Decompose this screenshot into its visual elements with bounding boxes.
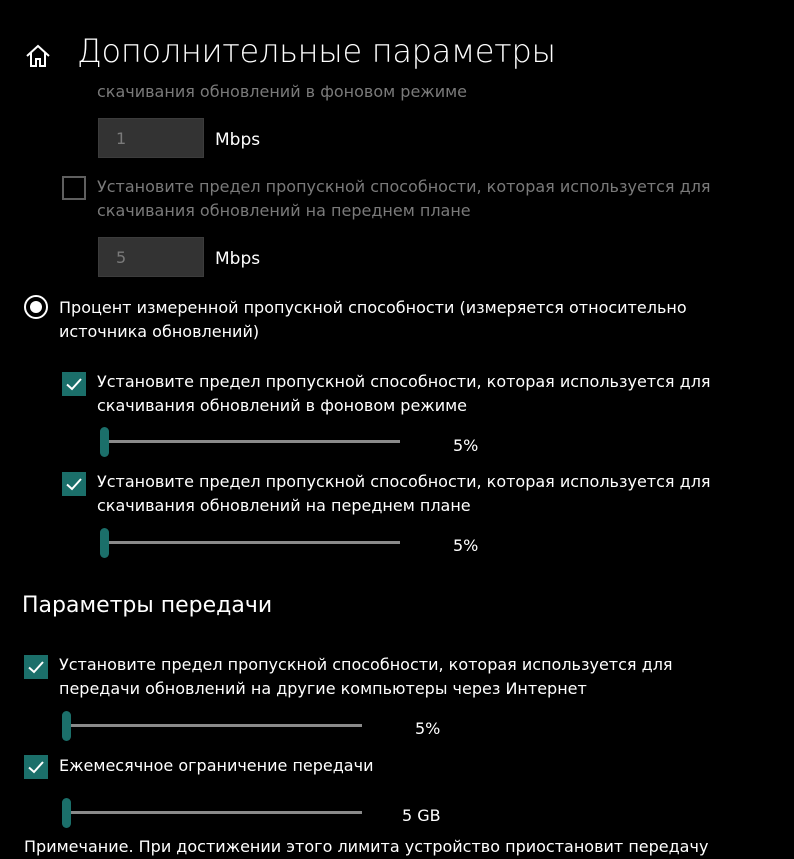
bg-abs-label-line2: скачивания обновлений в фоновом режиме (97, 82, 468, 101)
monthly-limit-label: Ежемесячное ограничение передачи (59, 756, 374, 775)
percent-radio-label-line2: источника обновлений) (59, 322, 260, 341)
upload-note: Примечание. При достижении этого лимита устройство приостановит передачу (24, 837, 709, 856)
fg-abs-label-line1: Установите предел пропускной способности, которая используется для (97, 177, 711, 196)
bg-pct-label-line2: скачивания обновлений в фоновом режиме (97, 396, 468, 415)
bg-pct-label-line1: Установите предел пропускной способности, которая используется для (97, 372, 711, 391)
percent-radio[interactable] (24, 295, 48, 319)
upload-limit-label-line1: Установите предел пропускной способности, которая используется для (59, 655, 673, 674)
page-title: Дополнительные параметры (77, 32, 556, 70)
upload-limit-value: 5% (415, 719, 441, 738)
percent-radio-label-line1: Процент измеренной пропускной способности (измеряется относительно (59, 298, 687, 317)
monthly-limit-checkbox[interactable] (24, 755, 48, 779)
upload-limit-slider-thumb[interactable] (62, 711, 71, 741)
bg-pct-value: 5% (453, 436, 479, 455)
fg-pct-label-line1: Установите предел пропускной способности, которая используется для (97, 472, 711, 491)
checkmark-icon (24, 755, 48, 779)
bg-pct-slider-track[interactable] (100, 440, 400, 443)
bg-abs-unit: Mbps (215, 130, 261, 150)
radio-dot-icon (30, 301, 42, 313)
monthly-limit-slider-track[interactable] (62, 811, 362, 814)
checkmark-icon (24, 655, 48, 679)
bg-pct-checkbox[interactable] (62, 372, 86, 396)
upload-limit-slider-track[interactable] (62, 724, 362, 727)
bg-abs-input[interactable]: 1 (98, 118, 204, 158)
checkmark-icon (62, 472, 86, 496)
fg-abs-label-line2: скачивания обновлений на переднем плане (97, 201, 471, 220)
fg-pct-slider-track[interactable] (100, 541, 400, 544)
upload-heading: Параметры передачи (22, 593, 273, 618)
bg-pct-slider-thumb[interactable] (100, 427, 109, 457)
fg-abs-unit: Mbps (215, 249, 261, 269)
home-icon[interactable] (24, 42, 52, 70)
monthly-limit-value: 5 GB (402, 806, 441, 825)
fg-pct-value: 5% (453, 536, 479, 555)
fg-abs-checkbox[interactable] (62, 176, 86, 200)
fg-pct-checkbox[interactable] (62, 472, 86, 496)
upload-limit-label-line2: передачи обновлений на другие компьютеры через Интернет (59, 679, 587, 698)
upload-limit-checkbox[interactable] (24, 655, 48, 679)
monthly-limit-slider-thumb[interactable] (62, 798, 71, 828)
fg-pct-slider-thumb[interactable] (100, 528, 109, 558)
checkmark-icon (62, 372, 86, 396)
fg-abs-input[interactable]: 5 (98, 237, 204, 277)
fg-pct-label-line2: скачивания обновлений на переднем плане (97, 496, 471, 515)
